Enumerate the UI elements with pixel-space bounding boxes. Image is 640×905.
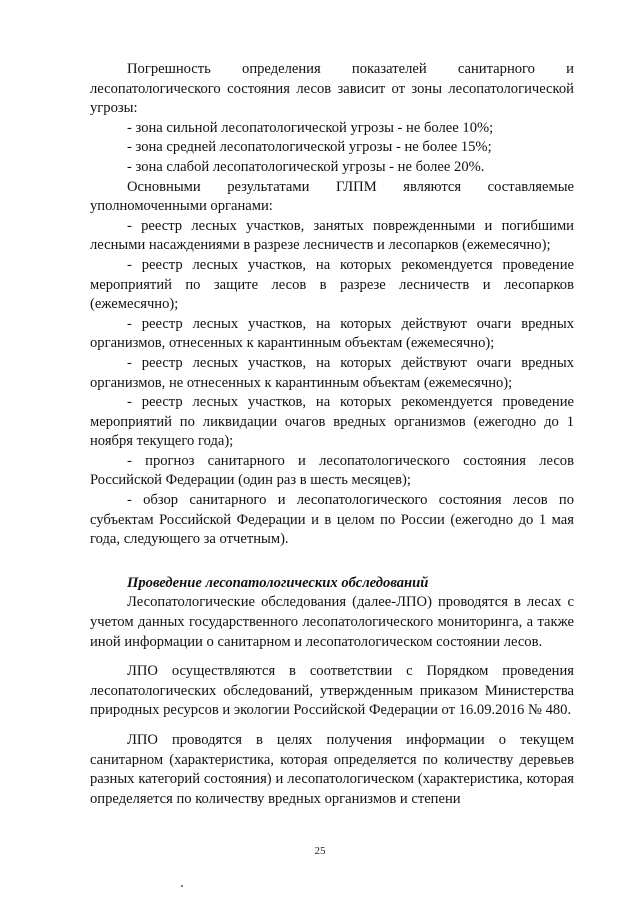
section-heading: Проведение лесопатологических обследований <box>127 574 429 591</box>
list-item-review: - обзор санитарного и лесопатологического состояния лесов по субъектам Российской Федерации и в целом по России (ежегодно до 1 мая года, следующего за отчетным). <box>90 492 574 548</box>
page-number: 25 <box>314 845 326 857</box>
paragraph-results: Основными результатами ГЛПМ являются составляемые уполномоченными органами: <box>90 178 574 215</box>
scan-speck <box>181 885 183 887</box>
paragraph-intro: Погрешность определения показателей санитарного и лесопатологического состояния лесов зависит от зоны лесопатологической угрозы: <box>90 61 574 117</box>
list-item-registry-protection: - реестр лесных участков, на которых рекомендуется проведение мероприятий по защите лесов в разрезе лесничеств и лесопарков (ежемесячно); <box>90 256 574 313</box>
list-item-registry-non-quarantine: - реестр лесных участков, на которых действуют очаги вредных организмов, не отнесенных к карантинным объектам (ежемесячно); <box>90 354 574 391</box>
list-item-forecast: - прогноз санитарного и лесопатологического состояния лесов Российской Федерации (один раз в шесть месяцев); <box>90 452 574 489</box>
list-item-medium-zone: - зона средней лесопатологической угрозы - не более 15%; <box>127 139 492 156</box>
paragraph-lpo-order: ЛПО осуществляются в соответствии с Порядком проведения лесопатологических обследований, утвержденным приказом Министерства природных ресурсов и экологии Российской Федерации от 16.09.2016 № 480. <box>90 663 574 719</box>
paragraph-lpo-purpose: ЛПО проводятся в целях получения информации о текущем санитарном (характеристика, которая определяется по количеству деревьев разных категорий состояния) и лесопатологическом (характеристика, которая определяется по количеству вредных организмов и степени <box>90 732 574 807</box>
list-item-weak-zone: - зона слабой лесопатологической угрозы - не более 20%. <box>127 158 485 175</box>
list-item-strong-zone: - зона сильной лесопатологической угрозы - не более 10%; <box>127 119 494 136</box>
list-item-registry-damaged: - реестр лесных участков, занятых поврежденными и погибшими лесными насаждениями в разрезе лесничеств и лесопарков (ежемесячно); <box>90 217 574 254</box>
document-body <box>90 60 574 809</box>
list-item-registry-elimination: - реестр лесных участков, на которых рекомендуется проведение мероприятий по ликвидации очагов вредных организмов (ежегодно до 1 ноября текущего года); <box>90 394 574 450</box>
paragraph-lpo-definition: Лесопатологические обследования (далее-ЛПО) проводятся в лесах с учетом данных государственного лесопатологического мониторинга, а также иной информации о санитарном и лесопатологическом состоянии лесов. <box>90 594 574 650</box>
list-item-registry-quarantine: - реестр лесных участков, на которых действуют очаги вредных организмов, отнесенных к карантинным объектам (ежемесячно); <box>90 315 574 352</box>
